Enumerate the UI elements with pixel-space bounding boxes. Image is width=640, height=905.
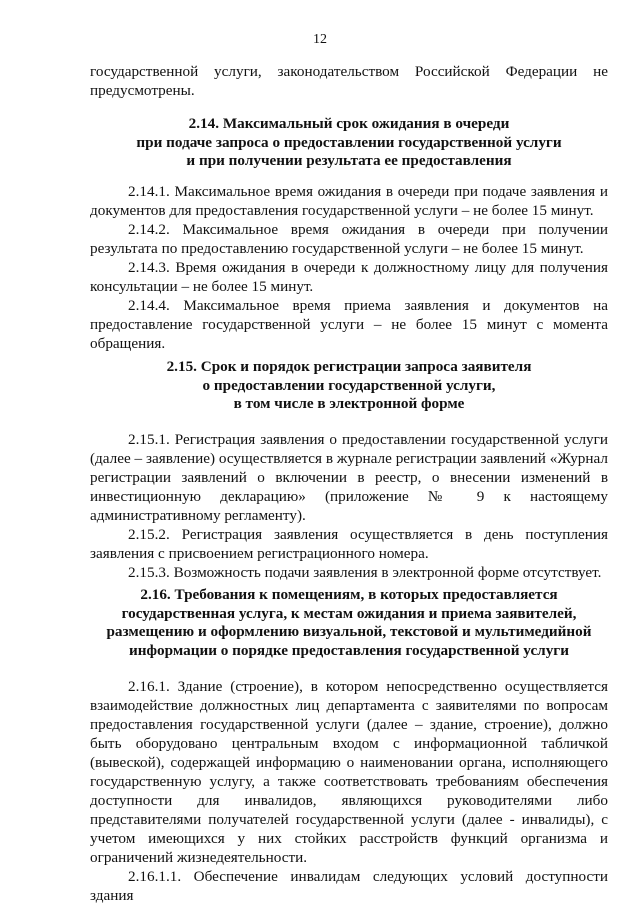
heading-line: государственная услуга, к местам ожидания и приема заявителей, — [121, 604, 577, 622]
intro-paragraph: государственной услуги, законодательством Российской Федерации не предусмотрены. — [90, 63, 608, 99]
paragraph-2-15-2: 2.15.2. Регистрация заявления осуществляется в день поступления заявления с присвоением регистрационного номера. — [90, 526, 608, 562]
paragraph-2-14-1: 2.14.1. Максимальное время ожидания в очереди при подаче заявления и документов для предоставления государственной услуги – не более 15 минут. — [90, 183, 608, 219]
page-number: 12 — [313, 32, 327, 47]
heading-line: 2.16. Требования к помещениям, в которых предоставляется — [140, 586, 558, 603]
heading-line: в том числе в электронной форме — [233, 395, 465, 412]
section-2-16-body — [90, 677, 608, 905]
section-2-14-heading — [90, 115, 608, 171]
section-2-15-body — [90, 430, 608, 582]
heading-line: размещению и оформлению визуальной, текстовой и мультимедийной — [106, 623, 592, 640]
section-2-14-body — [90, 182, 608, 353]
heading-line: при подаче запроса о предоставлении государственной услуги — [136, 133, 562, 151]
section-2-16-heading — [90, 586, 608, 660]
paragraph-2-15-3: 2.15.3. Возможность подачи заявления в электронной форме отсутствует. — [128, 564, 602, 581]
paragraph-2-14-2: 2.14.2. Максимальное время ожидания в очереди при получении результата по предоставлению государственной услуги – не более 15 минут. — [90, 221, 608, 257]
heading-line: информации о порядке предоставления государственной услуги — [129, 641, 569, 659]
paragraph-2-14-4: 2.14.4. Максимальное время приема заявления и документов на предоставление государственной услуги – не более 15 минут с момента обращения. — [90, 297, 608, 352]
heading-line: и при получении результата ее предоставления — [186, 152, 512, 169]
paragraph-2-15-1: 2.15.1. Регистрация заявления о предоставлении государственной услуги (далее – заявление) осуществляется в журнале регистрации заявлений «Журнал регистрации заявлений о включении в реестр, о внесении изменений в инвестиционную декларацию» (приложение № 9 к настоящему административному регламенту). — [90, 431, 608, 524]
paragraph-2-16-1: 2.16.1. Здание (строение), в котором непосредственно осуществляется взаимодействие должностных лиц департамента с заявителями по вопросам предоставления государственной услуги (далее – здание, строение), должно быть оборудовано центральным входом с информационной табличкой (вывеской), содержащей информацию о наименовании органа, исполняющего государственную услугу, а также соответствовать требованиям обеспечения доступности для инвалидов, являющихся руководителями либо представителями получателей государственной услуги (далее - инвалиды), с учетом имеющихся у них стойких расстройств функций организма и ограничений жизнедеятельности. — [90, 678, 608, 866]
paragraph-2-16-1-1: 2.16.1.1. Обеспечение инвалидам следующих условий доступности здания — [90, 868, 608, 904]
section-2-15-heading — [90, 358, 608, 414]
heading-line: 2.14. Максимальный срок ожидания в очереди — [188, 115, 510, 132]
paragraph-2-14-3: 2.14.3. Время ожидания в очереди к должностному лицу для получения консультации – не более 15 минут. — [90, 259, 608, 295]
heading-line: о предоставлении государственной услуги, — [202, 376, 496, 394]
heading-line: 2.15. Срок и порядок регистрации запроса заявителя — [166, 358, 532, 375]
intro-block — [90, 62, 608, 100]
